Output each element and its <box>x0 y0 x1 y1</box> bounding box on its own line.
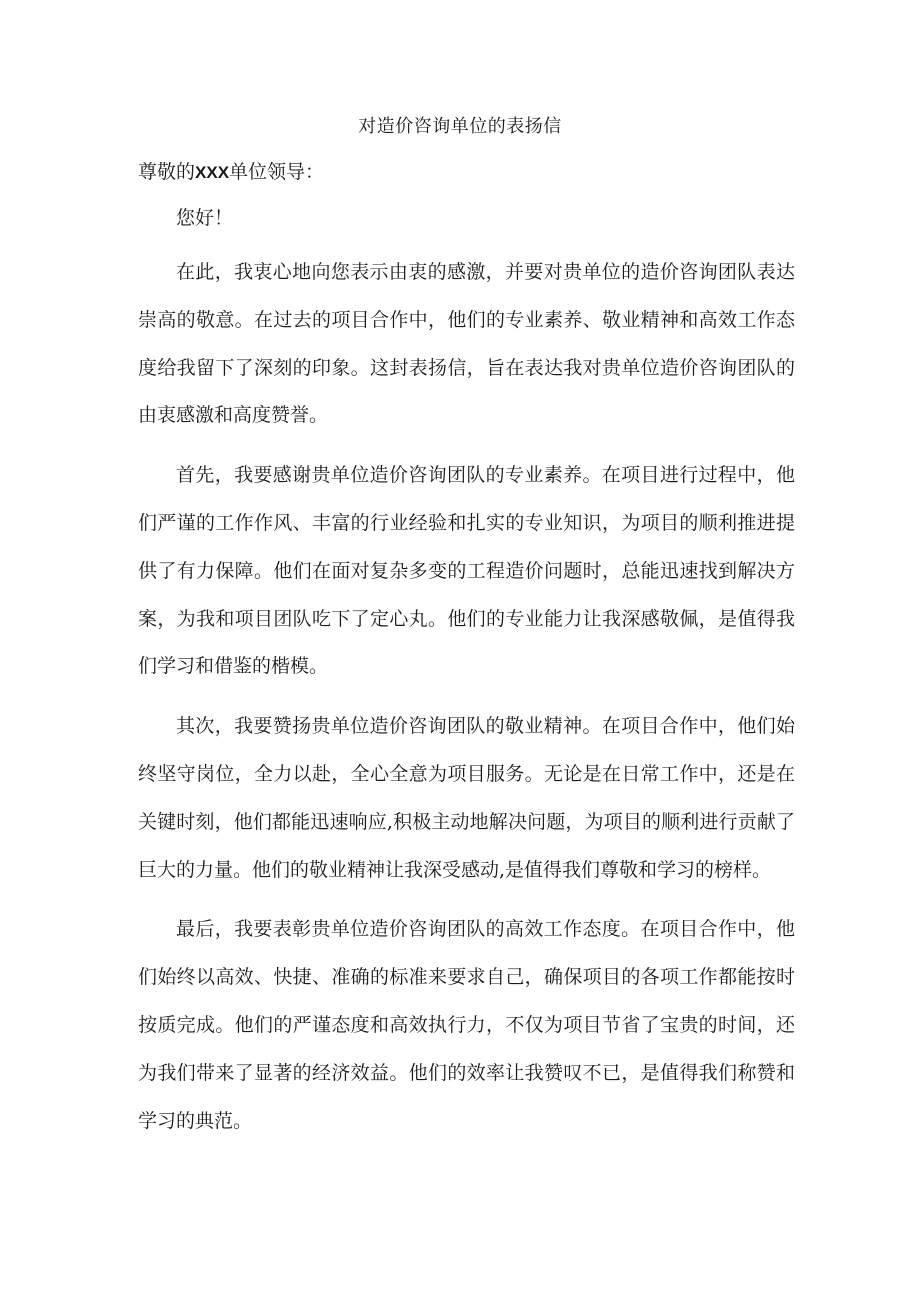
paragraph-dedication: 其次，我要赞扬贵单位造价咨询团队的敬业精神。在项目合作中，他们始终坚守岗位，全力以赴，全心全意为项目服务。无论是在日常工作中，还是在关键时刻，他们都能迅速响应,积极主动地解决问题，为项目的顺利进行贡献了巨大的力量。他们的敬业精神让我深受感动,是值得我们尊敬和学习的榜样。 <box>138 715 795 881</box>
greeting: 您好！ <box>176 207 234 229</box>
salutation <box>138 155 795 189</box>
paragraph-professionalism: 首先，我要感谢贵单位造价咨询团队的专业素养。在项目进行过程中，他们严谨的工作作风、丰富的行业经验和扎实的专业知识，为项目的顺利推进提供了有力保障。他们在面对复杂多变的工程造价问题时，总能迅速找到解决方案，为我和项目团队吃下了定心丸。他们的专业能力让我深感敬佩，是值得我们学习和借鉴的楷模。 <box>138 464 795 678</box>
paragraph-efficiency: 最后，我要表彰贵单位造价咨询团队的高效工作态度。在项目合作中，他们始终以高效、快捷、准确的标准来要求自己，确保项目的各项工作都能按时按质完成。他们的严谨态度和高效执行力，不仅为项目节省了宝贵的时间，还为我们带来了显著的经济效益。他们的效率让我赞叹不已，是值得我们称赞和学习的典范。 <box>138 918 795 1132</box>
document-title: 对造价咨询单位的表扬信 <box>358 116 562 137</box>
salutation-suffix: 单位领导： <box>229 161 325 183</box>
salutation-prefix: 尊敬的 <box>138 161 196 183</box>
salutation-name: XXX <box>195 163 230 182</box>
letter-body <box>138 155 795 1145</box>
paragraph-intro: 在此，我衷心地向您表示由衷的感激，并要对贵单位的造价咨询团队表达崇高的敬意。在过去的项目合作中，他们的专业素养、敬业精神和高效工作态度给我留下了深刻的印象。这封表扬信，旨在表达我对贵单位造价咨询团队的由衷感激和高度赞誉。 <box>138 261 795 427</box>
